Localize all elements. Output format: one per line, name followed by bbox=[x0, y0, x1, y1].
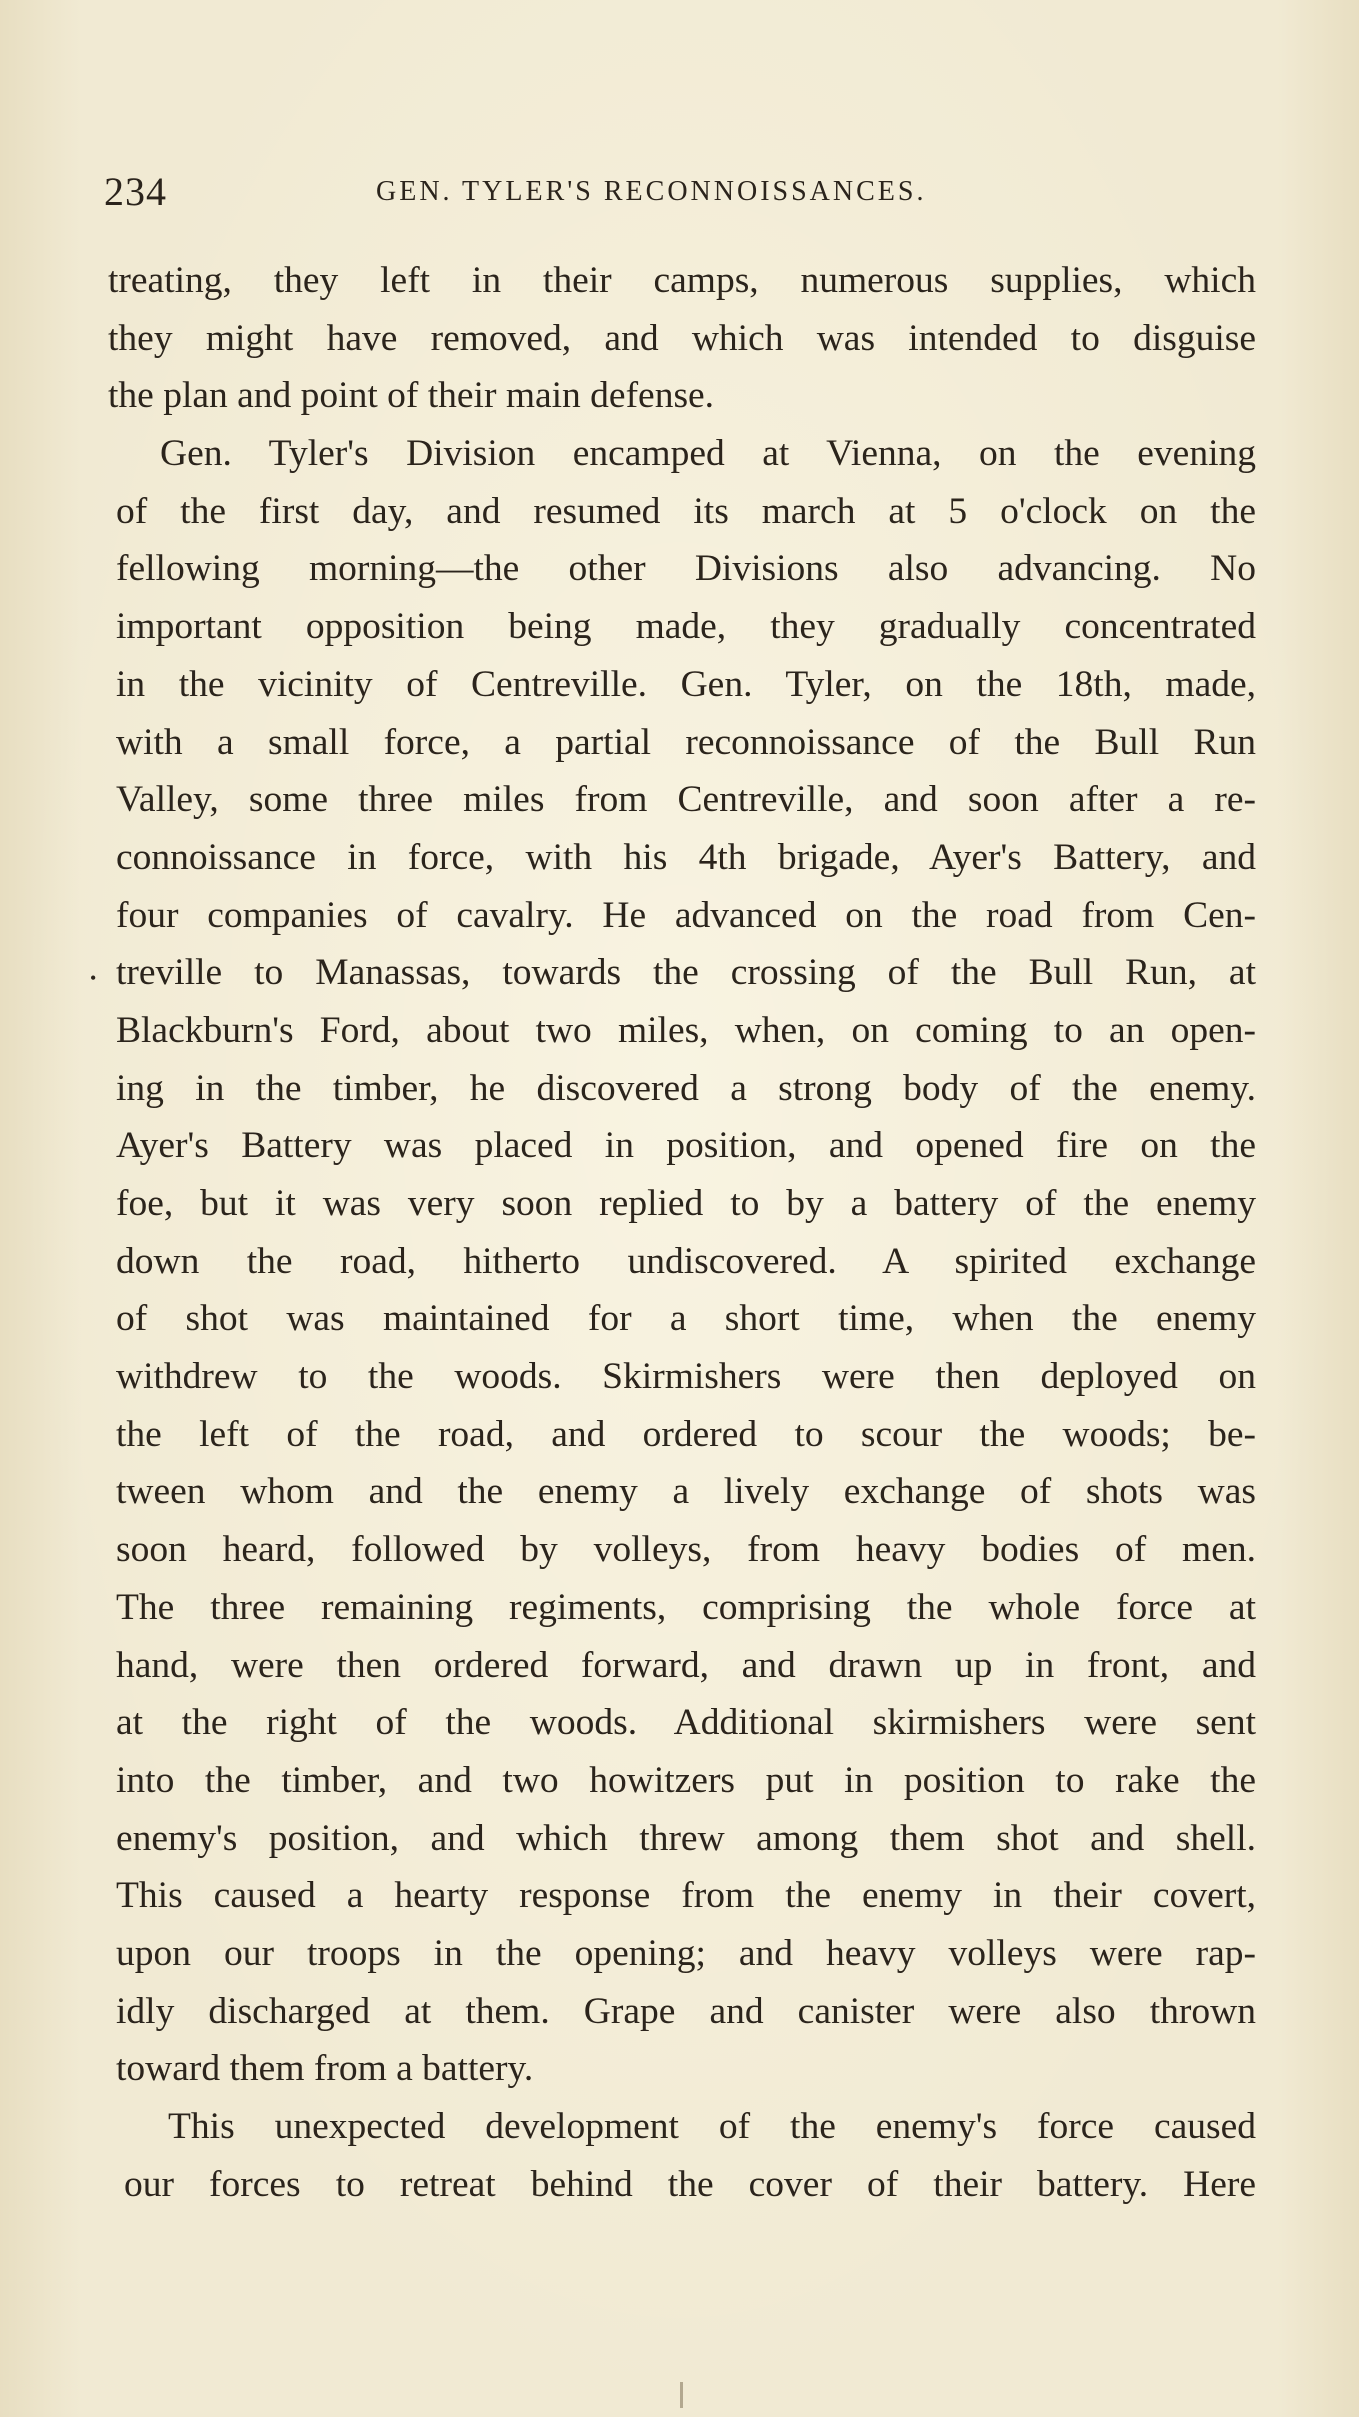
text-line: fellowing morning—the other Divisions also advancing. No bbox=[116, 548, 1256, 590]
text-line: the left of the road, and ordered to scour the woods; be- bbox=[116, 1413, 1256, 1455]
text-line: Valley, some three miles from Centreville, and soon after a re- bbox=[116, 779, 1256, 821]
page-header bbox=[104, 168, 1254, 228]
margin-mark: • bbox=[90, 968, 97, 988]
text-line: of the first day, and resumed its march at 5 o'clock on the bbox=[116, 490, 1256, 532]
text-line: upon our troops in the opening; and heavy volleys were rap- bbox=[116, 1932, 1256, 1974]
text-line: with a small force, a partial reconnoissance of the Bull Run bbox=[116, 721, 1256, 763]
text-line: in the vicinity of Centreville. Gen. Tyler, on the 18th, made, bbox=[116, 663, 1256, 705]
text-line: into the timber, and two howitzers put in position to rake the bbox=[116, 1759, 1256, 1801]
text-line: of shot was maintained for a short time, when the enemy bbox=[116, 1298, 1256, 1340]
text-line: they might have removed, and which was intended to disguise bbox=[108, 317, 1256, 359]
text-line: important opposition being made, they gradually concentrated bbox=[116, 606, 1256, 648]
text-line: withdrew to the woods. Skirmishers were then deployed on bbox=[116, 1356, 1256, 1398]
text-line: soon heard, followed by volleys, from heavy bodies of men. bbox=[116, 1529, 1256, 1571]
paper-speck bbox=[680, 2382, 683, 2408]
text-line: down the road, hitherto undiscovered. A spirited exchange bbox=[116, 1240, 1256, 1282]
text-line: This unexpected development of the enemy's force caused bbox=[168, 2106, 1256, 2147]
text-line: foe, but it was very soon replied to by a battery of the enemy bbox=[116, 1183, 1256, 1224]
page-number: 234 bbox=[104, 169, 167, 214]
text-line: Blackburn's Ford, about two miles, when, on coming to an open- bbox=[116, 1009, 1256, 1051]
text-line: toward them from a battery. bbox=[116, 2048, 534, 2090]
paragraph-3 bbox=[108, 2098, 1256, 2213]
text-line: Gen. Tyler's Division encamped at Vienna, on the evening bbox=[160, 433, 1256, 475]
text-line: The three remaining regiments, comprising the whole force at bbox=[116, 1586, 1256, 1628]
text-line: connoissance in force, with his 4th brigade, Ayer's Battery, and bbox=[116, 836, 1256, 878]
paragraph-2 bbox=[108, 425, 1256, 2098]
text-line: our forces to retreat behind the cover of their battery. Here bbox=[124, 2163, 1256, 2205]
body-text bbox=[108, 252, 1256, 2213]
text-line: enemy's position, and which threw among them shot and shell. bbox=[116, 1817, 1256, 1859]
paragraph-1 bbox=[108, 252, 1256, 425]
text-line: ing in the timber, he discovered a strong body of the enemy. bbox=[116, 1067, 1256, 1109]
text-line: the plan and point of their main defense. bbox=[108, 375, 715, 417]
text-line: treating, they left in their camps, numerous supplies, which bbox=[108, 260, 1256, 301]
text-line: hand, were then ordered forward, and drawn up in front, and bbox=[116, 1644, 1256, 1686]
text-line: idly discharged at them. Grape and canister were also thrown bbox=[116, 1990, 1256, 2032]
text-line: This caused a hearty response from the enemy in their covert, bbox=[116, 1875, 1256, 1917]
text-line: at the right of the woods. Additional skirmishers were sent bbox=[116, 1702, 1256, 1744]
running-head: GEN. TYLER'S RECONNOISSANCES. bbox=[376, 176, 927, 207]
text-line: tween whom and the enemy a lively exchange of shots was bbox=[116, 1471, 1256, 1513]
text-line: Ayer's Battery was placed in position, and opened fire on the bbox=[116, 1125, 1256, 1167]
text-line: four companies of cavalry. He advanced on the road from Cen- bbox=[116, 894, 1256, 936]
text-line: treville to Manassas, towards the crossing of the Bull Run, at bbox=[116, 952, 1256, 994]
